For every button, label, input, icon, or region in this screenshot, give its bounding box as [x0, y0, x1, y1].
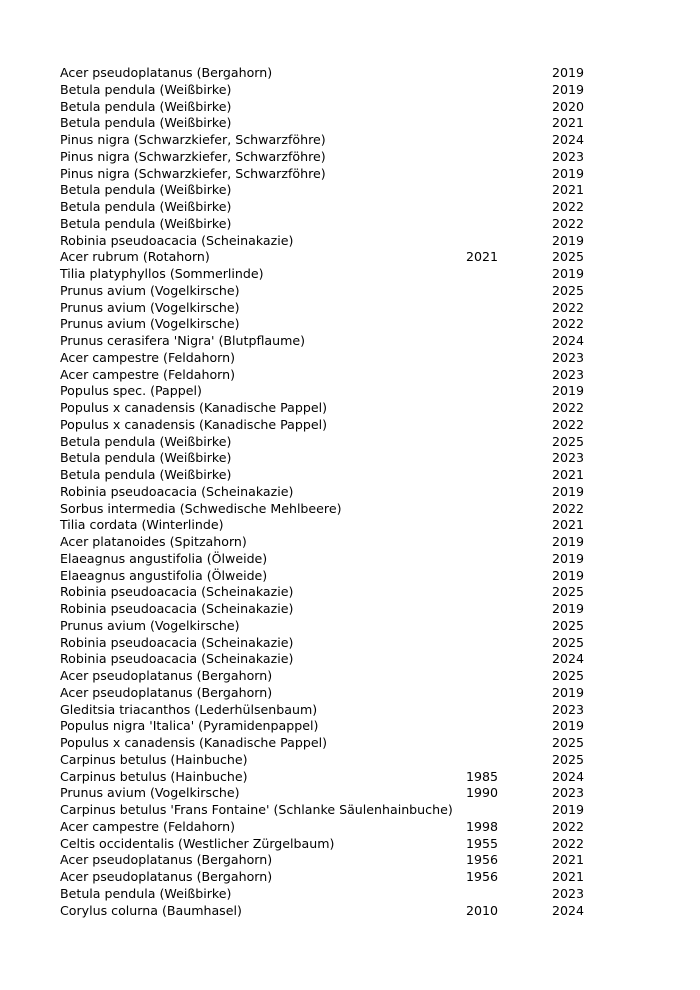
record-year: 2022 [552, 316, 585, 332]
record-year: 2024 [552, 902, 585, 918]
species-name: Celtis occidentalis (Westlicher Zürgelbaum) [60, 835, 335, 851]
list-item [60, 300, 620, 317]
species-name: Robinia pseudoacacia (Scheinakazie) [60, 601, 294, 616]
list-item [60, 82, 620, 99]
species-name: Acer pseudoplatanus (Bergahorn) [60, 668, 273, 683]
planting-year: 2021 [466, 249, 499, 265]
tree-list [60, 65, 620, 919]
record-year: 2025 [552, 617, 585, 633]
list-item [60, 568, 620, 585]
species-name: Acer campestre (Feldahorn) [60, 349, 236, 365]
record-year: 2021 [552, 115, 585, 131]
list-item [60, 316, 620, 333]
record-year: 2022 [552, 818, 585, 834]
species-name: Betula pendula (Weißbirke) [60, 98, 232, 114]
record-year: 2021 [552, 182, 585, 198]
list-item [60, 618, 620, 635]
species-name: Acer pseudoplatanus (Bergahorn) [60, 869, 273, 884]
record-year: 2019 [552, 550, 585, 566]
record-year: 2025 [552, 668, 585, 683]
record-year: 2025 [552, 584, 585, 600]
record-year: 2019 [552, 232, 585, 248]
record-year: 2024 [552, 132, 585, 147]
species-name: Populus x canadensis (Kanadische Pappel) [60, 416, 327, 432]
record-year: 2023 [552, 450, 585, 466]
record-year: 2019 [552, 165, 585, 181]
species-name: Betula pendula (Weißbirke) [60, 215, 232, 231]
record-year: 2021 [552, 467, 585, 482]
record-year: 2019 [552, 567, 585, 583]
species-name: Betula pendula (Weißbirke) [60, 81, 232, 97]
planting-year: 1955 [466, 835, 499, 851]
species-name: Sorbus intermedia (Schwedische Mehlbeere) [60, 500, 342, 516]
record-year: 2022 [552, 500, 585, 516]
list-item [60, 166, 620, 183]
record-year: 2025 [552, 735, 585, 750]
species-name: Robinia pseudoacacia (Scheinakazie) [60, 651, 294, 667]
list-item [60, 752, 620, 769]
species-name: Pinus nigra (Schwarzkiefer, Schwarzföhre) [60, 132, 326, 147]
planting-year: 1956 [466, 869, 499, 884]
list-item [60, 99, 620, 116]
species-name: Tilia cordata (Winterlinde) [60, 517, 224, 533]
species-name: Acer pseudoplatanus (Bergahorn) [60, 65, 273, 80]
species-name: Tilia platyphyllos (Sommerlinde) [60, 266, 264, 281]
record-year: 2025 [552, 282, 585, 298]
species-name: Robinia pseudoacacia (Scheinakazie) [60, 634, 294, 650]
species-name: Elaeagnus angustifolia (Ölweide) [60, 567, 268, 583]
species-name: Gleditsia triacanthos (Lederhülsenbaum) [60, 701, 318, 717]
species-name: Betula pendula (Weißbirke) [60, 450, 232, 466]
list-item [60, 216, 620, 233]
species-name: Carpinus betulus 'Frans Fontaine' (Schlanke Säulenhainbuche) [60, 802, 453, 817]
species-name: Carpinus betulus (Hainbuche) [60, 751, 248, 767]
list-item [60, 417, 620, 434]
list-item [60, 333, 620, 350]
species-name: Acer rubrum (Rotahorn) [60, 249, 210, 265]
list-item [60, 400, 620, 417]
list-item [60, 551, 620, 568]
list-item [60, 819, 620, 836]
record-year: 2019 [552, 601, 585, 616]
list-item [60, 266, 620, 283]
list-item [60, 434, 620, 451]
species-name: Betula pendula (Weißbirke) [60, 433, 232, 449]
list-item [60, 132, 620, 149]
record-year: 2023 [552, 785, 585, 801]
record-year: 2019 [552, 684, 585, 700]
planting-year: 1998 [466, 818, 499, 834]
list-item [60, 65, 620, 82]
list-item [60, 450, 620, 467]
list-item [60, 869, 620, 886]
record-year: 2022 [552, 299, 585, 315]
list-item [60, 635, 620, 652]
list-item [60, 886, 620, 903]
species-name: Betula pendula (Weißbirke) [60, 199, 232, 214]
planting-year: 2010 [466, 902, 499, 918]
list-item [60, 501, 620, 518]
species-name: Betula pendula (Weißbirke) [60, 182, 232, 198]
list-item [60, 903, 620, 920]
species-name: Prunus avium (Vogelkirsche) [60, 316, 240, 332]
species-name: Prunus avium (Vogelkirsche) [60, 785, 240, 801]
list-item [60, 115, 620, 132]
planting-year: 1956 [466, 852, 499, 868]
species-name: Acer pseudoplatanus (Bergahorn) [60, 852, 273, 868]
record-year: 2024 [552, 768, 585, 784]
record-year: 2021 [552, 869, 585, 884]
planting-year: 1985 [466, 768, 499, 784]
list-item [60, 383, 620, 400]
record-year: 2022 [552, 215, 585, 231]
record-year: 2020 [552, 98, 585, 114]
record-year: 2022 [552, 835, 585, 851]
species-name: Betula pendula (Weißbirke) [60, 467, 232, 482]
list-item [60, 233, 620, 250]
species-name: Populus nigra 'Italica' (Pyramidenpappel) [60, 718, 319, 734]
species-name: Acer campestre (Feldahorn) [60, 818, 236, 834]
list-item [60, 467, 620, 484]
species-name: Acer campestre (Feldahorn) [60, 366, 236, 382]
list-item [60, 735, 620, 752]
list-item [60, 182, 620, 199]
list-item [60, 802, 620, 819]
record-year: 2021 [552, 852, 585, 868]
record-year: 2025 [552, 249, 585, 265]
list-item [60, 769, 620, 786]
record-year: 2025 [552, 634, 585, 650]
species-name: Carpinus betulus (Hainbuche) [60, 768, 248, 784]
species-name: Pinus nigra (Schwarzkiefer, Schwarzföhre) [60, 165, 326, 181]
list-item [60, 199, 620, 216]
record-year: 2024 [552, 333, 585, 348]
record-year: 2025 [552, 751, 585, 767]
record-year: 2019 [552, 65, 585, 80]
list-item [60, 718, 620, 735]
record-year: 2023 [552, 349, 585, 365]
list-item [60, 836, 620, 853]
species-name: Betula pendula (Weißbirke) [60, 885, 232, 901]
record-year: 2019 [552, 483, 585, 499]
species-name: Robinia pseudoacacia (Scheinakazie) [60, 232, 294, 248]
record-year: 2021 [552, 517, 585, 533]
list-item [60, 651, 620, 668]
record-year: 2019 [552, 266, 585, 281]
record-year: 2019 [552, 383, 585, 399]
record-year: 2019 [552, 718, 585, 734]
list-item [60, 149, 620, 166]
record-year: 2023 [552, 366, 585, 382]
list-item [60, 517, 620, 534]
species-name: Prunus avium (Vogelkirsche) [60, 282, 240, 298]
species-name: Prunus avium (Vogelkirsche) [60, 617, 240, 633]
record-year: 2019 [552, 802, 585, 817]
species-name: Acer platanoides (Spitzahorn) [60, 534, 247, 549]
species-name: Corylus colurna (Baumhasel) [60, 902, 242, 918]
species-name: Pinus nigra (Schwarzkiefer, Schwarzföhre) [60, 148, 326, 164]
species-name: Populus x canadensis (Kanadische Pappel) [60, 735, 327, 750]
species-name: Populus x canadensis (Kanadische Pappel) [60, 400, 327, 415]
record-year: 2023 [552, 148, 585, 164]
record-year: 2022 [552, 199, 585, 214]
list-item [60, 283, 620, 300]
record-year: 2022 [552, 400, 585, 415]
list-item [60, 350, 620, 367]
record-year: 2023 [552, 885, 585, 901]
list-item [60, 702, 620, 719]
species-name: Robinia pseudoacacia (Scheinakazie) [60, 584, 294, 600]
list-item [60, 367, 620, 384]
species-name: Prunus cerasifera 'Nigra' (Blutpflaume) [60, 333, 306, 348]
list-item [60, 685, 620, 702]
species-name: Robinia pseudoacacia (Scheinakazie) [60, 483, 294, 499]
species-name: Betula pendula (Weißbirke) [60, 115, 232, 131]
record-year: 2019 [552, 81, 585, 97]
list-item [60, 852, 620, 869]
list-item [60, 584, 620, 601]
record-year: 2025 [552, 433, 585, 449]
record-year: 2019 [552, 534, 585, 549]
list-item [60, 668, 620, 685]
record-year: 2022 [552, 416, 585, 432]
list-item [60, 249, 620, 266]
list-item [60, 534, 620, 551]
record-year: 2024 [552, 651, 585, 667]
species-name: Elaeagnus angustifolia (Ölweide) [60, 550, 268, 566]
planting-year: 1990 [466, 785, 499, 801]
record-year: 2023 [552, 701, 585, 717]
list-item [60, 785, 620, 802]
species-name: Acer pseudoplatanus (Bergahorn) [60, 684, 273, 700]
species-name: Prunus avium (Vogelkirsche) [60, 299, 240, 315]
species-name: Populus spec. (Pappel) [60, 383, 202, 399]
list-item [60, 484, 620, 501]
list-item [60, 601, 620, 618]
